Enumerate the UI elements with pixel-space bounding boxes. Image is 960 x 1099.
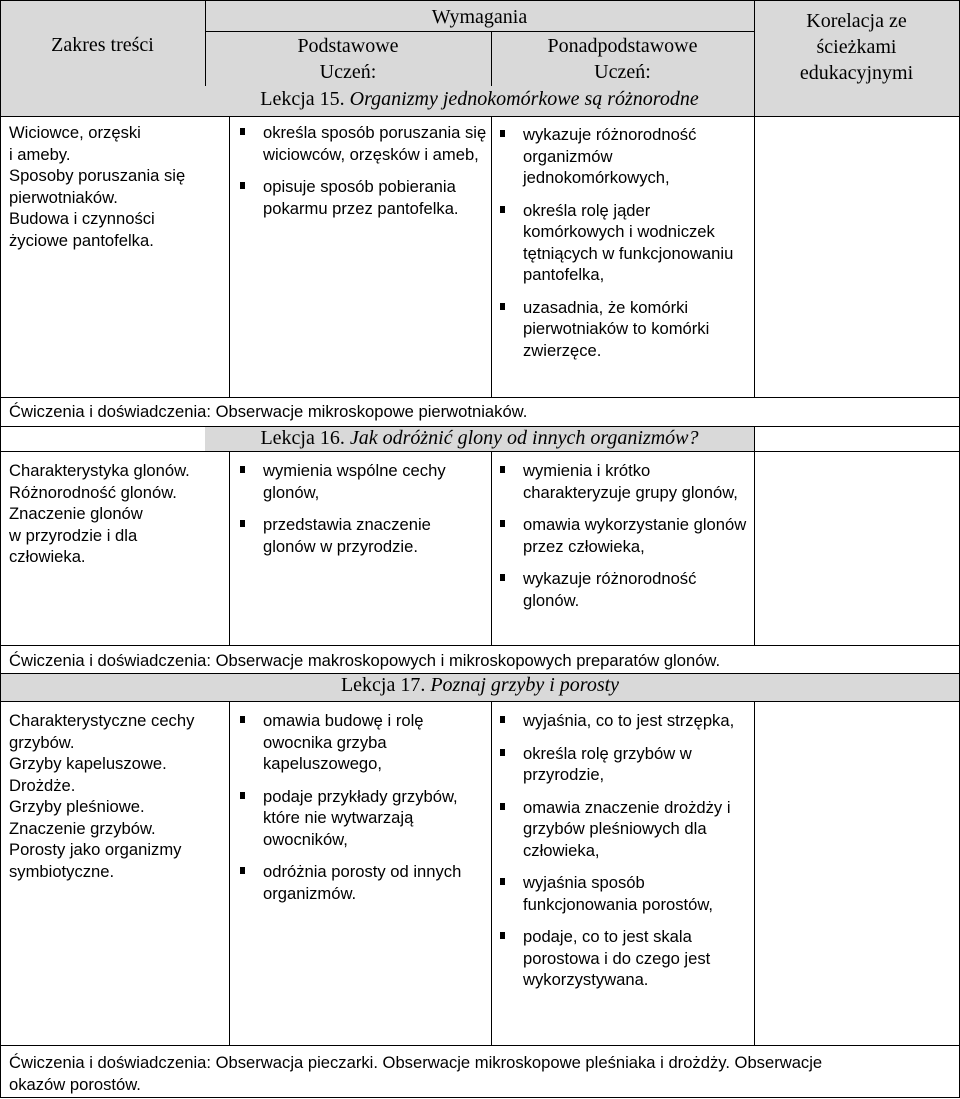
zakres-line: Charakterystyka glonów. [9, 461, 190, 480]
zakres-line: życiowe pantofelka. [9, 230, 154, 250]
lesson-16-podstawowe-list [238, 460, 488, 568]
lesson-16-cwiczenia [9, 650, 720, 672]
zakres-line: Wiciowce, orzęski [9, 123, 141, 142]
header-zakres: Zakres treści [51, 34, 154, 56]
list-item: przedstawia znaczenie glonów w przyrodzie. [238, 514, 488, 557]
zakres-line: Grzyby kapeluszowe. [9, 754, 167, 773]
cwiczenia-label: Ćwiczenia i doświadczenia: [9, 651, 211, 670]
header-korelacja-line1: Korelacja ze [806, 10, 907, 32]
header-ponadpodstawowe-uczen: Uczeń: [594, 61, 651, 83]
list-item: określa rolę grzybów w przyrodzie, [498, 743, 748, 786]
lesson-17-title: Poznaj grzyby i porosty [430, 674, 620, 696]
lesson-17-zakres [9, 710, 224, 882]
zakres-line: Sposoby poruszania się [9, 166, 186, 185]
lesson-16-title-row [205, 427, 754, 450]
zakres-line: człowieka. [9, 547, 86, 566]
cwiczenia-text-line2: okazów porostów. [9, 1074, 141, 1094]
zakres-line: Charakterystyczne cechy [9, 711, 195, 730]
list-item: omawia wykorzystanie glonów przez człowieka, [498, 514, 748, 557]
list-item: wykazuje różnorodność glonów. [498, 568, 748, 611]
zakres-line: grzybów. [9, 732, 75, 752]
cwiczenia-text-line1: Obserwacja pieczarki. Obserwacje mikroskopowe pleśniaka i drożdży. Obserwacje [215, 1053, 823, 1072]
cwiczenia-label: Ćwiczenia i doświadczenia: [9, 1053, 211, 1072]
lesson-17-cwiczenia [9, 1052, 954, 1095]
zakres-line: Budowa i czynności [9, 209, 155, 228]
header-ponadpodstawowe: Ponadpodstawowe [547, 35, 698, 57]
cwiczenia-label: Ćwiczenia i doświadczenia: [9, 402, 211, 421]
lesson-16-ponadpodstawowe-list [498, 460, 748, 622]
zakres-line: w przyrodzie i dla [9, 525, 138, 545]
zakres-line: pierwotniaków. [9, 187, 118, 207]
cwiczenia-text: Obserwacje makroskopowych i mikroskopowych preparatów glonów. [215, 651, 721, 670]
lesson-17-title-row [0, 674, 960, 697]
zakres-line: Drożdże. [9, 775, 76, 795]
lesson-17-podstawowe-list [238, 710, 488, 915]
list-item: określa rolę jąder komórkowych i wodniczek tętniących w funkcjonowaniu pantofelka, [498, 200, 748, 286]
lesson-15-title: Organizmy jednokomórkowe są różnorodne [349, 88, 699, 110]
lesson-16-number: Lekcja 16. [260, 427, 345, 449]
lesson-15-cwiczenia [9, 401, 527, 423]
list-item: podaje przykłady grzybów, które nie wytwarzają owocników, [238, 786, 488, 851]
zakres-line: Grzyby pleśniowe. [9, 797, 145, 816]
header-wymagania: Wymagania [431, 6, 528, 28]
lesson-15-zakres [9, 122, 204, 251]
lesson-15-title-row [205, 88, 754, 111]
lesson-15-number: Lekcja 15. [260, 88, 345, 110]
lesson-16-title: Jak odróżnić glony od innych organizmów? [349, 427, 699, 449]
list-item: uzasadnia, że komórki pierwotniaków to komórki zwierzęce. [498, 297, 748, 362]
zakres-line: symbiotyczne. [9, 861, 115, 881]
zakres-line: Znaczenie glonów [9, 504, 143, 523]
header-korelacja [754, 8, 959, 86]
zakres-line: Porosty jako organizmy [9, 840, 182, 859]
list-item: odróżnia porosty od innych organizmów. [238, 861, 488, 904]
header-korelacja-line2: ścieżkami [816, 36, 897, 58]
list-item: podaje, co to jest skala porostowa i do czego jest wykorzystywana. [498, 926, 748, 991]
lesson-17-ponadpodstawowe-list [498, 710, 748, 1002]
zakres-line: i ameby. [9, 144, 71, 164]
list-item: wyjaśnia sposób funkcjonowania porostów, [498, 872, 748, 915]
lesson-16-zakres [9, 460, 204, 568]
list-item: wykazuje różnorodność organizmów jednokomórkowych, [498, 124, 748, 189]
zakres-line: Różnorodność glonów. [9, 482, 177, 502]
header-korelacja-line3: edukacyjnymi [799, 62, 914, 84]
lesson-17-number: Lekcja 17. [340, 674, 426, 696]
list-item: wymienia wspólne cechy glonów, [238, 460, 488, 503]
list-item: opisuje sposób pobierania pokarmu przez pantofelka. [238, 176, 488, 219]
header-podstawowe: Podstawowe [297, 35, 399, 57]
zakres-line: Znaczenie grzybów. [9, 818, 156, 838]
list-item: wyjaśnia, co to jest strzępka, [498, 710, 748, 732]
cwiczenia-text: Obserwacje mikroskopowe pierwotniaków. [215, 402, 528, 421]
list-item: omawia budowę i rolę owocnika grzyba kapeluszowego, [238, 710, 488, 775]
lesson-15-podstawowe-list [238, 122, 488, 230]
list-item: omawia znaczenie drożdży i grzybów pleśniowych dla człowieka, [498, 797, 748, 862]
header-podstawowe-uczen: Uczeń: [319, 61, 377, 83]
lesson-15-ponadpodstawowe-list [498, 124, 748, 372]
list-item: określa sposób poruszania się wiciowców, orzęsków i ameb, [238, 122, 488, 165]
list-item: wymienia i krótko charakteryzuje grupy glonów, [498, 460, 748, 503]
